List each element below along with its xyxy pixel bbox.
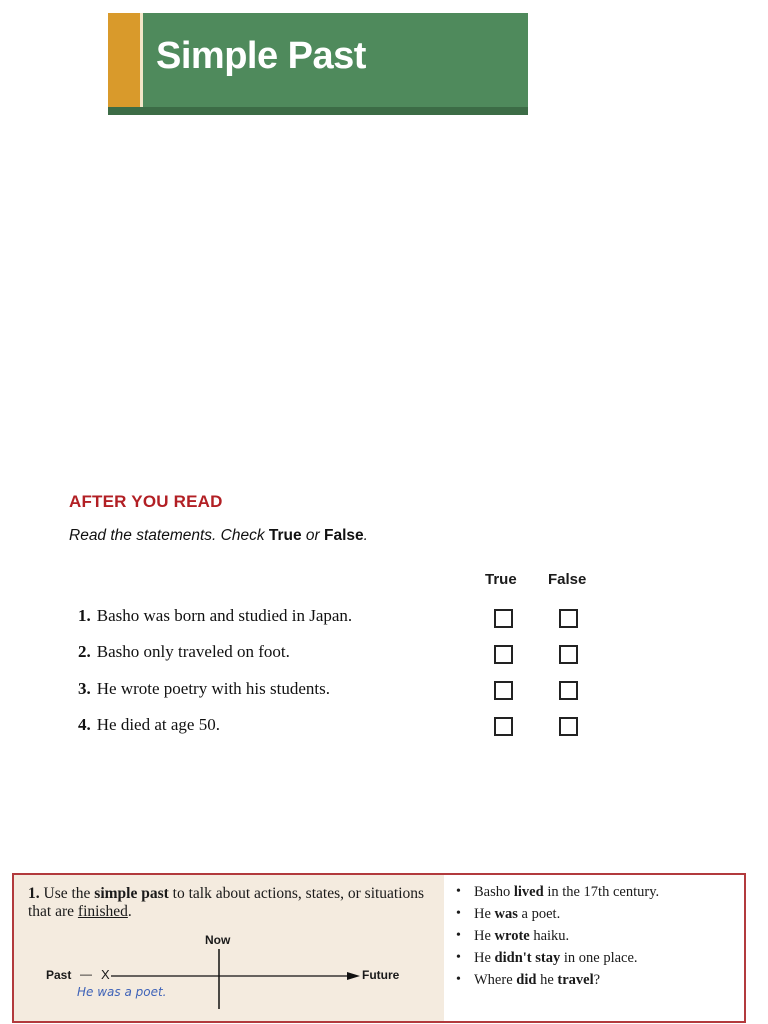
statement-number: 1. [78,606,91,625]
timeline-arrowhead [347,972,360,980]
bullet: • [456,928,461,943]
example-text: a poet. [517,906,561,922]
statement-1 [78,606,352,626]
timeline-now-label: Now [205,933,231,947]
column-header-false: False [548,571,587,588]
example-item [456,947,736,969]
rule-underlined: finished [77,903,128,920]
grammar-rule-panel [14,875,444,1021]
example-item [456,903,736,925]
statement-2 [78,642,290,662]
rule-mid: to talk about actions, states, or situations that are [28,885,425,920]
checkbox-4-false[interactable] [559,717,578,736]
statement-3 [78,679,330,699]
page-title: Simple Past [156,35,366,77]
example-text: he [536,972,558,988]
example-item [456,925,736,947]
example-verb: was [494,906,518,922]
bullet: • [456,972,461,987]
instructions-true-word: True [268,527,302,544]
example-verb: wrote [494,928,530,944]
example-list [456,881,736,991]
example-verb: did [516,972,537,988]
example-text: Basho [474,884,514,900]
example-text: He [474,950,495,966]
banner-accent-bar [108,13,143,107]
timeline-diagram [14,875,444,1021]
statement-text: Basho was born and studied in Japan. [96,606,353,625]
example-item [456,969,736,991]
statement-text: He died at age 50. [96,715,220,734]
instructions-pre: Read the statements. Check [69,527,269,544]
checkbox-2-false[interactable] [559,645,578,664]
statement-4 [78,715,220,735]
example-text: in the 17th century. [543,884,660,900]
rule-pre: Use the [39,885,95,902]
example-text: Where [474,972,517,988]
example-text: He [474,906,495,922]
example-text: haiku. [529,928,570,944]
example-item [456,881,736,903]
checkbox-2-true[interactable] [494,645,513,664]
instructions-post: . [363,527,368,544]
example-verb: lived [513,884,544,900]
checkbox-4-true[interactable] [494,717,513,736]
statement-text: Basho only traveled on foot. [96,642,290,661]
checkbox-3-true[interactable] [494,681,513,700]
title-banner [108,13,528,115]
timeline-caption: He was a poet. [77,985,167,999]
timeline-x-mark: X [101,967,110,982]
instructions-mid: or [301,527,325,544]
banner-bottom-stripe [108,107,528,115]
example-verb: travel [557,972,594,988]
statement-number: 2. [78,642,91,661]
bullet: • [456,950,461,965]
example-text: in one place. [560,950,638,966]
checkbox-3-false[interactable] [559,681,578,700]
rule-number: 1. [28,885,40,902]
statement-number: 4. [78,715,91,734]
instructions-false-word: False [324,527,364,544]
bullet: • [456,884,461,899]
example-text: He [474,928,495,944]
bullet: • [456,906,461,921]
column-header-true: True [485,571,517,588]
after-you-read-heading: AFTER YOU READ [69,492,223,511]
timeline-dash: — [80,967,92,981]
rule-bold: simple past [94,885,169,902]
timeline-past-label: Past [46,968,72,982]
example-text: ? [593,972,601,988]
statement-text: He wrote poetry with his students. [96,679,330,698]
instructions [69,527,368,545]
checkbox-1-true[interactable] [494,609,513,628]
grammar-chart [12,873,746,1023]
example-verb: didn't stay [494,950,561,966]
statement-number: 3. [78,679,91,698]
rule-post: . [127,903,132,920]
timeline-future-label: Future [362,968,400,982]
checkbox-1-false[interactable] [559,609,578,628]
